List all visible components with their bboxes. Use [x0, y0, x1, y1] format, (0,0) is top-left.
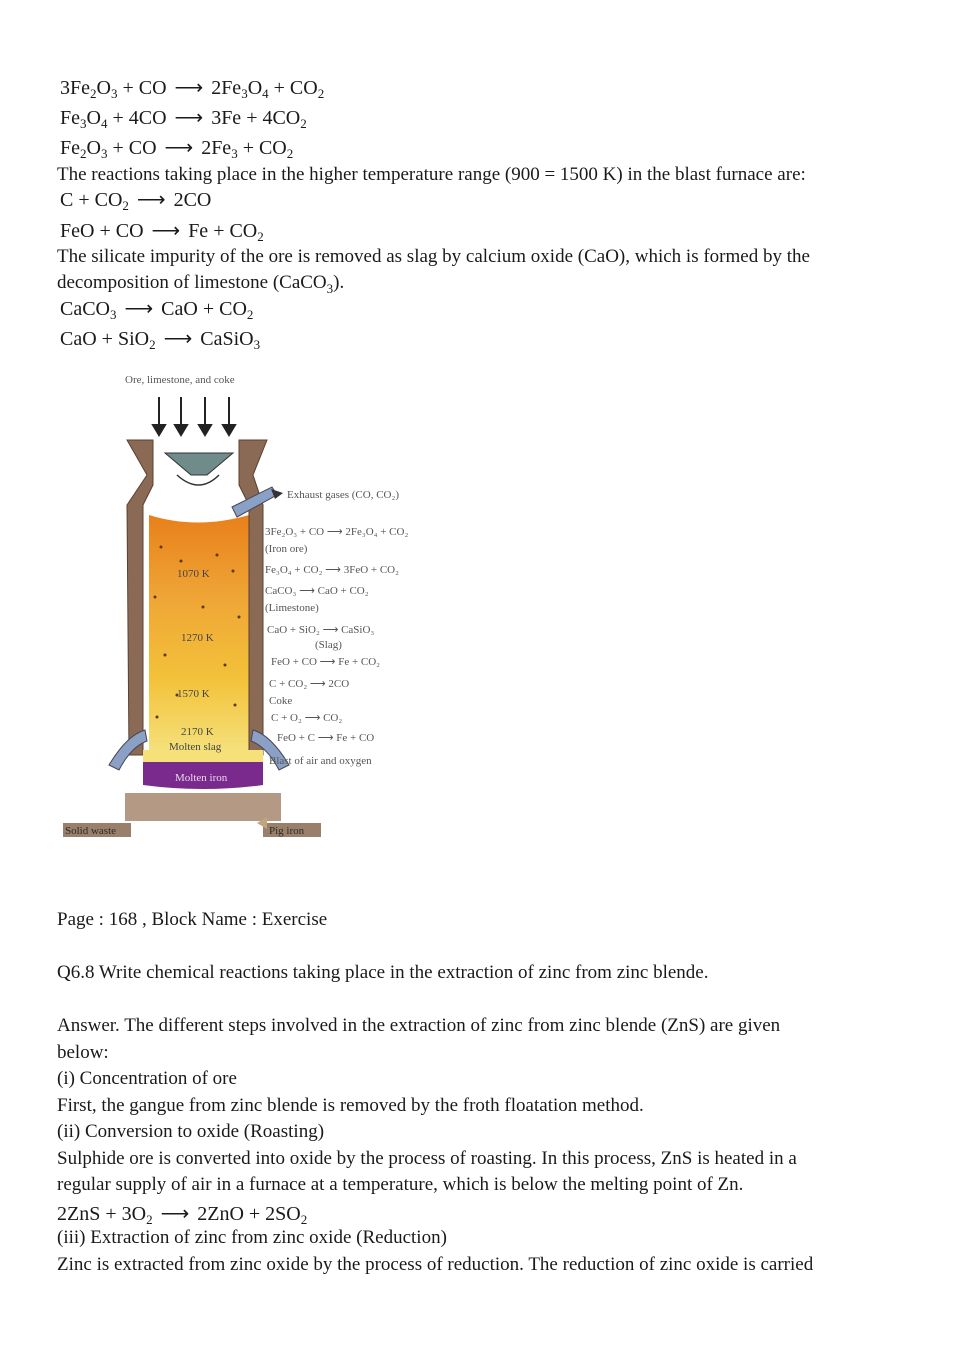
- blast-furnace-diagram: [57, 365, 477, 850]
- temperature-label-2170: 2170 K: [181, 726, 214, 738]
- svg-text:(Iron ore): (Iron ore): [265, 543, 308, 555]
- furnace-hopper: [165, 453, 233, 475]
- reaction-labels: [265, 526, 408, 767]
- paragraph-silicate-line1: The silicate impurity of the ore is removed as slag by calcium oxide (CaO), which is formed by the: [57, 246, 810, 267]
- figure-top-label: Ore, limestone, and coke: [125, 374, 235, 386]
- page-block-info: Page : 168 , Block Name : Exercise: [57, 909, 328, 930]
- molten-iron-label: Molten iron: [175, 772, 228, 784]
- furnace-base: [125, 793, 281, 821]
- paragraph-higher-temperature: The reactions taking place in the higher temperature range (900 = 1500 K) in the blast furnace are:: [57, 164, 806, 185]
- equation-fe2o3-co-fe3: $Fe_2O_3$ + CO ⟶ $2Fe_3 + CO_2$: [60, 137, 294, 161]
- equation-c-co2: $C + CO_2$ ⟶ 2CO: [60, 189, 212, 213]
- svg-text:FeO + CO ⟶ Fe + CO₂: FeO + CO ⟶ Fe + CO₂: [271, 656, 381, 668]
- answer-line1: Answer. The different steps involved in the extraction of zinc from zinc blende (ZnS) are given: [57, 1015, 781, 1036]
- equation-cao-sio2: CaO + SiO$_2$ ⟶ CaSiO$_3$: [60, 328, 261, 352]
- answer-line2: below:: [57, 1042, 109, 1063]
- temperature-label-1270: 1270 K: [181, 632, 214, 644]
- step1-title: (i) Concentration of ore: [57, 1068, 237, 1089]
- svg-text:(Limestone): (Limestone): [265, 602, 319, 614]
- step1-body: First, the gangue from zinc blende is removed by the froth floatation method.: [57, 1095, 644, 1116]
- step2-body-line2: regular supply of air in a furnace at a temperature, which is below the melting point of Zn.: [57, 1174, 744, 1195]
- temperature-label-1570: 1570 K: [177, 688, 210, 700]
- step2-body-line1: Sulphide ore is converted into oxide by the process of roasting. In this process, ZnS is heated in a: [57, 1148, 797, 1169]
- svg-text:3Fe₂O₃ + CO ⟶ 2Fe₃O₄ + CO₂: 3Fe₂O₃ + CO ⟶ 2Fe₃O₄ + CO₂: [265, 526, 409, 538]
- molten-slag-label: Molten slag: [169, 741, 222, 753]
- svg-text:C + CO₂ ⟶ 2CO: C + CO₂ ⟶ 2CO: [269, 678, 350, 690]
- svg-text:Fe₃O₄ + CO₂ ⟶ 3FeO + CO₂: Fe₃O₄ + CO₂ ⟶ 3FeO + CO₂: [265, 564, 399, 576]
- step2-title: (ii) Conversion to oxide (Roasting): [57, 1121, 325, 1142]
- solid-waste-label: Solid waste: [65, 825, 117, 837]
- equation-zns-roasting: $2ZnS + 3O_2$ ⟶ $2ZnO + 2SO_2$: [57, 1203, 308, 1227]
- paragraph-silicate-line2: decomposition of limestone (CaCO$_3$).: [57, 272, 345, 296]
- input-arrows: [153, 397, 235, 435]
- exhaust-gases-label: Exhaust gases (CO, CO₂): [287, 489, 399, 501]
- equation-caco3: CaCO$_3$ ⟶ CaO + $CO_2$: [60, 298, 254, 322]
- step3-title: (iii) Extraction of zinc from zinc oxide (Reduction): [57, 1227, 447, 1248]
- equation-feo-co: FeO + CO ⟶ $Fe + CO_2$: [60, 220, 264, 244]
- svg-text:CaO + SiO₂ ⟶ CaSiO₃: CaO + SiO₂ ⟶ CaSiO₃: [267, 624, 375, 636]
- svg-text:CaCO₃ ⟶ CaO + CO₂: CaCO₃ ⟶ CaO + CO₂: [265, 585, 369, 597]
- svg-text:(Slag): (Slag): [315, 639, 342, 651]
- pig-iron-label: Pig iron: [269, 825, 305, 837]
- temperature-label-1070: 1070 K: [177, 568, 210, 580]
- svg-text:C + O₂ ⟶ CO₂: C + O₂ ⟶ CO₂: [271, 712, 343, 724]
- equation-fe3o4-co: $Fe_3O_4 + 4CO$ ⟶ $3Fe + 4CO_2$: [60, 107, 307, 131]
- question-text: Q6.8 Write chemical reactions taking place in the extraction of zinc from zinc blende.: [57, 962, 709, 983]
- equation-fe2o3-co: $3Fe_2O_3$ + CO ⟶ $2Fe_3O_4 + CO_2$: [60, 77, 325, 101]
- svg-text:Blast of air and oxygen: Blast of air and oxygen: [269, 755, 372, 767]
- svg-text:Coke: Coke: [269, 695, 293, 707]
- step3-body: Zinc is extracted from zinc oxide by the process of reduction. The reduction of zinc oxide is carried: [57, 1254, 814, 1275]
- svg-text:FeO + C ⟶ Fe + CO: FeO + C ⟶ Fe + CO: [277, 732, 375, 744]
